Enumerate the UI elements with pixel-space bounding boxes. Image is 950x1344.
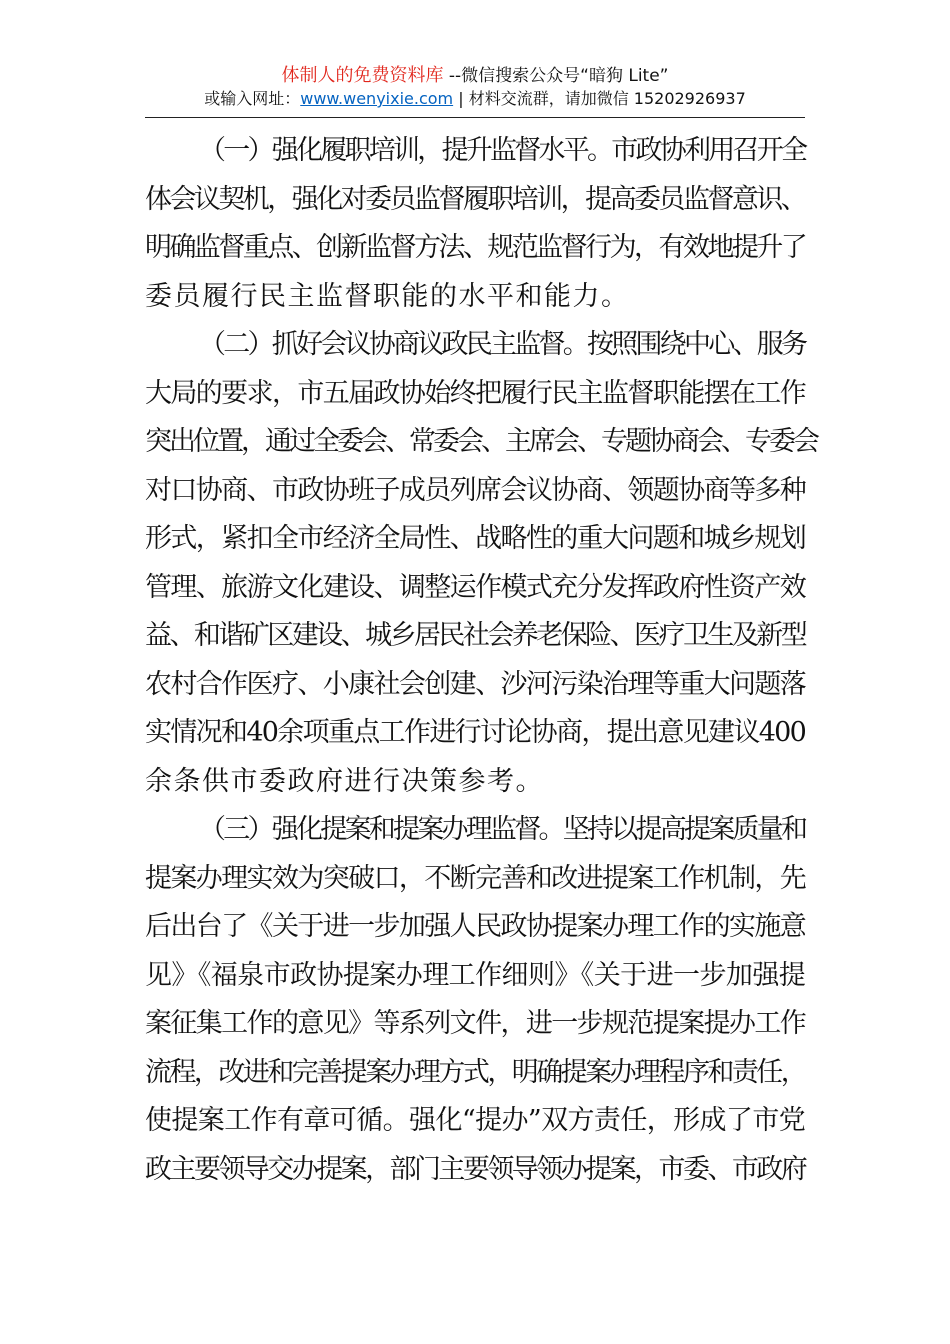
text-line: 形式，紧扣全市经济全局性、战略性的重大问题和城乡规划 (145, 523, 805, 554)
website-link[interactable]: www.wenyixie.com (300, 89, 454, 108)
text-line: 实情况和40余项重点工作进行讨论协商，提出意见建议400 (145, 717, 805, 748)
paragraph-3 (145, 806, 805, 1194)
brand-title: 体制人的免费资料库 (281, 65, 444, 86)
text-line: 余条供市委政府进行决策参考。 (145, 765, 544, 797)
text-line: （三）强化提案和提案办理监督。坚持以提高提案质量和 (199, 814, 806, 845)
text-line: 体会议契机，强化对委员监督履职培训，提高委员监督意识、 (145, 183, 805, 215)
contact-info: | 材料交流群，请加微信 15202926937 (453, 89, 746, 108)
text-line: 农村合作医疗、小康社会创建、沙河污染治理等重大问题落 (145, 668, 805, 700)
document-header (145, 64, 805, 110)
paragraph-1 (145, 127, 805, 321)
document-body (145, 127, 817, 1194)
url-prefix: 或输入网址： (204, 89, 301, 108)
header-line-2 (145, 88, 805, 110)
text-line: （二）抓好会议协商议政民主监督。按照围绕中心、服务 (199, 329, 806, 360)
text-line: 大局的要求，市五届政协始终把履行民主监督职能摆在工作 (145, 377, 805, 409)
text-line: 政主要领导交办提案，部门主要领导领办提案，市委、市政府 (145, 1153, 805, 1185)
text-line: 案征集工作的意见》等系列文件，进一步规范提案提办工作 (145, 1008, 805, 1039)
text-line: 益、和谐矿区建设、城乡居民社会养老保险、医疗卫生及新型 (145, 620, 805, 651)
text-line: 突出位置，通过全委会、常委会、主席会、专题协商会、专委会 (145, 426, 817, 457)
header-tagline: --微信搜索公众号“暗狗 Lite” (443, 66, 669, 86)
text-line: 明确监督重点、创新监督方法、规范监督行为，有效地提升了 (145, 232, 805, 263)
header-line-1 (145, 64, 805, 88)
text-line: 管理、旅游文化建设、调整运作模式充分发挥政府性资产效 (145, 571, 805, 603)
text-line: 对口协商、市政协班子成员列席会议协商、领题协商等多种 (145, 474, 805, 506)
text-line: 提案办理实效为突破口，不断完善和改进提案工作机制，先 (145, 862, 805, 894)
header-divider (145, 117, 805, 118)
text-line: 委员履行民主监督职能的水平和能力。 (145, 280, 630, 312)
text-line: 见》《福泉市政协提案办理工作细则》《关于进一步加强提 (145, 959, 805, 991)
text-line: （一）强化履职培训，提升监督水平。市政协利用召开全 (199, 135, 806, 166)
text-line: 流程，改进和完善提案办理方式，明确提案办理程序和责任， (145, 1056, 805, 1088)
text-line: 后出台了《关于进一步加强人民政协提案办理工作的实施意 (145, 911, 805, 942)
text-line: 使提案工作有章可循。强化“提办”双方责任，形成了市党 (145, 1105, 805, 1136)
paragraph-2 (145, 321, 817, 806)
